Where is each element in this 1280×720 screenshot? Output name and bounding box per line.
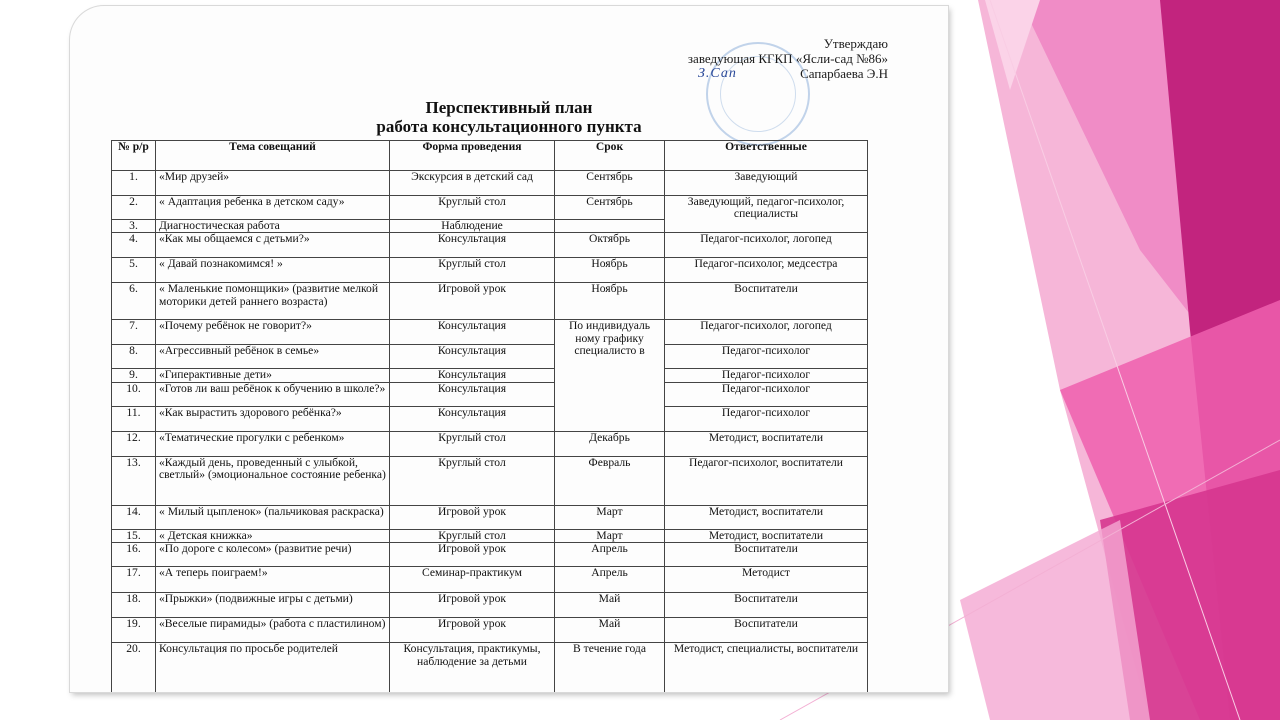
table-row — [112, 283, 868, 320]
cell-responsible: Методист, специалисты, воспитатели — [665, 643, 868, 692]
cell-form: Консультация — [390, 369, 555, 382]
cell-form: Консультация — [390, 320, 555, 345]
cell-term: Март — [555, 505, 665, 529]
header-topic: Тема совещаний — [156, 141, 390, 171]
approval-block — [688, 36, 888, 81]
cell-number: 17. — [112, 567, 156, 593]
table-row — [112, 529, 868, 542]
table-row — [112, 171, 868, 196]
table-row — [112, 233, 868, 258]
table-row — [112, 567, 868, 593]
cell-term: Март — [555, 529, 665, 542]
header-form: Форма проведения — [390, 141, 555, 171]
cell-form: Экскурсия в детский сад — [390, 171, 555, 196]
cell-term: Сентябрь — [555, 196, 665, 220]
cell-number: 20. — [112, 643, 156, 692]
cell-responsible: Педагог-психолог, логопед — [665, 233, 868, 258]
cell-number: 7. — [112, 320, 156, 345]
cell-topic: «Гиперактивные дети» — [156, 369, 390, 382]
cell-responsible: Воспитатели — [665, 283, 868, 320]
cell-responsible: Педагог-психолог — [665, 382, 868, 406]
cell-responsible: Педагог-психолог, медсестра — [665, 258, 868, 283]
table-row — [112, 431, 868, 456]
table-row — [112, 382, 868, 406]
header-term: Срок — [555, 141, 665, 171]
cell-form: Круглый стол — [390, 456, 555, 505]
cell-number: 11. — [112, 406, 156, 431]
cell-topic: Диагностическая работа — [156, 220, 390, 233]
cell-number: 16. — [112, 543, 156, 567]
cell-term: Октябрь — [555, 233, 665, 258]
cell-number: 6. — [112, 283, 156, 320]
table-header-row — [112, 141, 868, 171]
cell-number: 3. — [112, 220, 156, 233]
header-responsible: Ответственные — [665, 141, 868, 171]
title-line-1: Перспективный план — [425, 98, 593, 117]
cell-number: 8. — [112, 345, 156, 369]
approval-name: Сапарбаева Э.Н — [800, 66, 888, 81]
cell-term: По индивидуаль ному графику специалисто в — [555, 320, 665, 431]
cell-topic: «Как вырастить здорового ребёнка?» — [156, 406, 390, 431]
cell-responsible: Воспитатели — [665, 593, 868, 618]
cell-topic: «Веселые пирамиды» (работа с пластилином) — [156, 618, 390, 643]
cell-responsible: Педагог-психолог, логопед — [665, 320, 868, 345]
cell-number: 19. — [112, 618, 156, 643]
table-row — [112, 618, 868, 643]
cell-topic: « Адаптация ребенка в детском саду» — [156, 196, 390, 220]
table-row — [112, 320, 868, 345]
cell-term — [555, 220, 665, 233]
cell-topic: « Давай познакомимся! » — [156, 258, 390, 283]
cell-topic: «Как мы общаемся с детьми?» — [156, 233, 390, 258]
cell-topic: «Готов ли ваш ребёнок к обучению в школе?» — [156, 382, 390, 406]
table-row — [112, 258, 868, 283]
cell-responsible: Методист, воспитатели — [665, 529, 868, 542]
approval-line-1: Утверждаю — [823, 36, 888, 51]
cell-term: В течение года — [555, 643, 665, 692]
title-line-2: работа консультационного пункта — [376, 117, 642, 136]
cell-form: Игровой урок — [390, 543, 555, 567]
cell-number: 12. — [112, 431, 156, 456]
cell-form: Консультация — [390, 382, 555, 406]
cell-topic: «Агрессивный ребёнок в семье» — [156, 345, 390, 369]
cell-topic: «Тематические прогулки с ребенком» — [156, 431, 390, 456]
plan-table — [111, 140, 868, 692]
cell-number: 5. — [112, 258, 156, 283]
cell-topic: «Каждый день, проведенный с улыбкой, светлый» (эмоциональное состояние ребенка) — [156, 456, 390, 505]
cell-responsible: Воспитатели — [665, 618, 868, 643]
cell-form: Игровой урок — [390, 283, 555, 320]
cell-term: Февраль — [555, 456, 665, 505]
cell-form: Круглый стол — [390, 529, 555, 542]
table-row — [112, 505, 868, 529]
cell-term: Май — [555, 593, 665, 618]
cell-topic: « Маленькие помонщики» (развитие мелкой моторики детей раннего возраста) — [156, 283, 390, 320]
cell-form: Наблюдение — [390, 220, 555, 233]
cell-responsible: Методист — [665, 567, 868, 593]
cell-form: Консультация — [390, 233, 555, 258]
cell-number: 15. — [112, 529, 156, 542]
table-row — [112, 456, 868, 505]
cell-form: Консультация — [390, 406, 555, 431]
cell-form: Круглый стол — [390, 431, 555, 456]
cell-term: Ноябрь — [555, 283, 665, 320]
cell-form: Игровой урок — [390, 593, 555, 618]
cell-number: 13. — [112, 456, 156, 505]
cell-term: Сентябрь — [555, 171, 665, 196]
cell-responsible: Педагог-психолог, воспитатели — [665, 456, 868, 505]
cell-topic: «Почему ребёнок не говорит?» — [156, 320, 390, 345]
cell-responsible: Методист, воспитатели — [665, 431, 868, 456]
cell-responsible: Методист, воспитатели — [665, 505, 868, 529]
cell-form: Круглый стол — [390, 196, 555, 220]
table-row — [112, 593, 868, 618]
cell-number: 18. — [112, 593, 156, 618]
document-title — [70, 98, 948, 136]
cell-form: Консультация, практикумы, наблюдение за детьми — [390, 643, 555, 692]
cell-form: Игровой урок — [390, 505, 555, 529]
cell-number: 9. — [112, 369, 156, 382]
table-row — [112, 196, 868, 220]
table-row — [112, 643, 868, 692]
cell-number: 4. — [112, 233, 156, 258]
cell-number: 10. — [112, 382, 156, 406]
cell-topic: «По дороге с колесом» (развитие речи) — [156, 543, 390, 567]
table-row — [112, 543, 868, 567]
cell-topic: Консультация по просьбе родителей — [156, 643, 390, 692]
cell-responsible: Заведующий, педагог-психолог, специалисты — [665, 196, 868, 233]
cell-number: 1. — [112, 171, 156, 196]
cell-form: Семинар-практикум — [390, 567, 555, 593]
cell-term: Май — [555, 618, 665, 643]
table-row — [112, 406, 868, 431]
cell-topic: « Милый цыпленок» (пальчиковая раскраска) — [156, 505, 390, 529]
cell-responsible: Заведующий — [665, 171, 868, 196]
handwritten-signature: З.Сап — [698, 66, 737, 81]
cell-responsible: Воспитатели — [665, 543, 868, 567]
cell-term: Апрель — [555, 543, 665, 567]
cell-term: Декабрь — [555, 431, 665, 456]
header-number: № р/р — [112, 141, 156, 171]
cell-term: Ноябрь — [555, 258, 665, 283]
cell-form: Консультация — [390, 345, 555, 369]
approval-line-2: заведующая КГКП «Ясли-сад №86» — [687, 51, 888, 66]
cell-number: 14. — [112, 505, 156, 529]
cell-topic: « Детская книжка» — [156, 529, 390, 542]
cell-term: Апрель — [555, 567, 665, 593]
cell-topic: «Мир друзей» — [156, 171, 390, 196]
table-row — [112, 345, 868, 369]
cell-form: Круглый стол — [390, 258, 555, 283]
cell-number: 2. — [112, 196, 156, 220]
cell-topic: «А теперь поиграем!» — [156, 567, 390, 593]
table-row — [112, 369, 868, 382]
cell-form: Игровой урок — [390, 618, 555, 643]
cell-topic: «Прыжки» (подвижные игры с детьми) — [156, 593, 390, 618]
scanned-document — [70, 6, 948, 692]
cell-responsible: Педагог-психолог — [665, 369, 868, 382]
cell-responsible: Педагог-психолог — [665, 406, 868, 431]
cell-responsible: Педагог-психолог — [665, 345, 868, 369]
